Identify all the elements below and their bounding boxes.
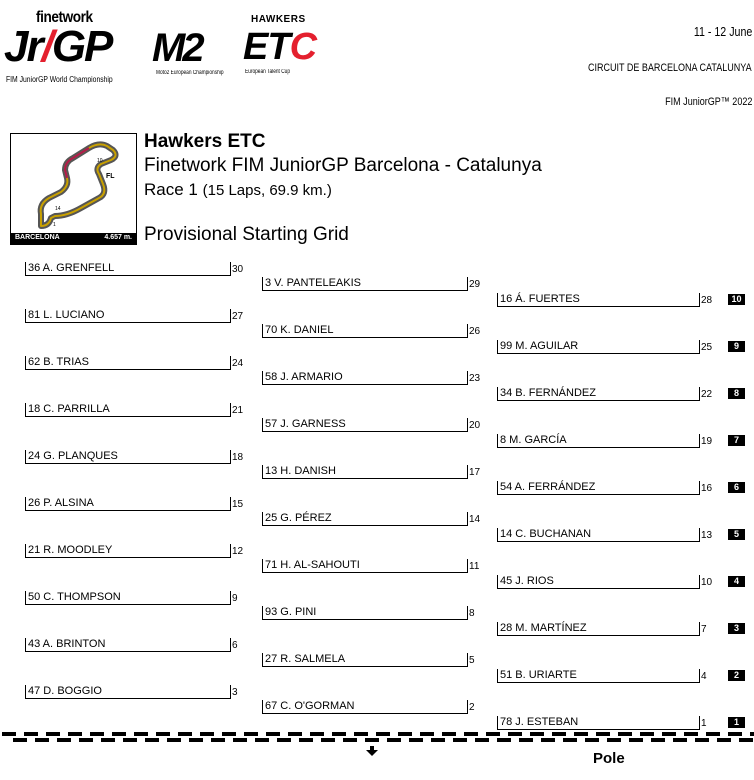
rider-name: 34 B. FERNÁNDEZ — [500, 387, 596, 399]
svg-text:14: 14 — [55, 206, 61, 212]
grid-entry — [262, 371, 507, 385]
grid-row-badge: 7 — [728, 435, 745, 446]
etc-logo-wordmark: ETC — [243, 26, 317, 68]
grid-entry — [262, 277, 507, 291]
grid-entry — [262, 324, 507, 338]
grid-row-badge: 6 — [728, 482, 745, 493]
grid-entry — [497, 716, 739, 730]
rider-name: 27 R. SALMELA — [265, 653, 346, 665]
grid-entry — [25, 450, 270, 464]
grid-slot-number: 5 — [469, 655, 475, 666]
grid-slot-number: 10 — [701, 577, 713, 588]
svg-text:FL: FL — [106, 173, 115, 180]
grid-slot-number: 23 — [469, 373, 481, 384]
rider-name: 26 P. ALSINA — [28, 497, 94, 509]
grid-entry — [25, 309, 270, 323]
juniorgp-logo-wordmark: Jr/GP — [4, 22, 112, 71]
race-title: Race 1 (15 Laps, 69.9 km.) — [144, 180, 332, 199]
juniorgp-logo-sponsor: finetwork — [36, 9, 93, 26]
rider-name: 13 H. DANISH — [265, 465, 336, 477]
grid-entry — [262, 559, 507, 573]
etc-logo-subtitle: European Talent Cup — [245, 69, 291, 75]
grid-row-badge: 2 — [728, 670, 745, 681]
grid-entry — [25, 497, 270, 511]
rider-name: 43 A. BRINTON — [28, 638, 106, 650]
grid-entry — [25, 356, 270, 370]
grid-entry — [497, 669, 739, 683]
rider-name: 28 M. MARTÍNEZ — [500, 622, 587, 634]
grid-row-badge: 10 — [728, 294, 745, 305]
grid-entry — [497, 387, 739, 401]
juniorgp-logo — [4, 8, 130, 88]
grid-slot-number: 25 — [701, 342, 713, 353]
championship-name: FIM JuniorGP™ 2022 — [664, 96, 752, 108]
circuit-name: CIRCUIT DE BARCELONA CATALUNYA — [588, 62, 752, 74]
rider-name: 99 M. AGUILAR — [500, 340, 579, 352]
rider-name: 24 G. PLANQUES — [28, 450, 118, 462]
grid-entry — [25, 591, 270, 605]
grid-entry — [25, 638, 270, 652]
grid-row-badge: 9 — [728, 341, 745, 352]
rider-name: 51 B. URIARTE — [500, 669, 577, 681]
pole-label: Pole — [593, 750, 625, 767]
rider-name: 50 C. THOMPSON — [28, 591, 121, 603]
etc-logo-sponsor: HAWKERS — [251, 14, 306, 25]
rider-name: 67 C. O'GORMAN — [265, 700, 355, 712]
rider-name: 47 D. BOGGIO — [28, 685, 102, 697]
rider-name: 18 C. PARRILLA — [28, 403, 110, 415]
rider-name: 71 H. AL-SAHOUTI — [265, 559, 360, 571]
grid-entry — [497, 434, 739, 448]
rider-name: 8 M. GARCÍA — [500, 434, 567, 446]
grid-entry — [497, 622, 739, 636]
grid-row-badge: 8 — [728, 388, 745, 399]
grid-slot-number: 16 — [701, 483, 713, 494]
rider-name: 58 J. ARMARIO — [265, 371, 343, 383]
grid-entry — [262, 606, 507, 620]
grid-slot-number: 26 — [469, 326, 481, 337]
grid-entry — [262, 653, 507, 667]
track-map — [10, 133, 137, 245]
grid-entry — [262, 512, 507, 526]
svg-text:1: 1 — [53, 222, 56, 228]
series-title: Hawkers ETC — [144, 131, 266, 152]
grid-entry — [25, 544, 270, 558]
track-layout-icon — [11, 134, 136, 234]
svg-text:10: 10 — [97, 158, 103, 164]
grid-slot-number: 29 — [469, 279, 481, 290]
grid-slot-number: 6 — [232, 640, 238, 651]
rider-name: 78 J. ESTEBAN — [500, 716, 579, 728]
grid-slot-number: 3 — [232, 687, 238, 698]
grid-slot-number: 9 — [232, 593, 238, 604]
grid-slot-number: 2 — [469, 702, 475, 713]
grid-slot-number: 28 — [701, 295, 713, 306]
grid-slot-number: 27 — [232, 311, 244, 322]
grid-entry — [497, 293, 742, 307]
grid-entry — [262, 465, 507, 479]
grid-slot-number: 4 — [701, 671, 707, 682]
rider-name: 14 C. BUCHANAN — [500, 528, 592, 540]
event-title: Finetwork FIM JuniorGP Barcelona - Catalunya — [144, 155, 542, 176]
track-length: 4.657 m. — [104, 234, 132, 241]
grid-row-badge: 4 — [728, 576, 745, 587]
rider-name: 36 A. GRENFELL — [28, 262, 115, 274]
grid-slot-number: 8 — [469, 608, 475, 619]
rider-name: 54 A. FERRÁNDEZ — [500, 481, 596, 493]
grid-slot-number: 11 — [469, 561, 480, 572]
rider-name: 62 B. TRIAS — [28, 356, 89, 368]
grid-title: Provisional Starting Grid — [144, 224, 349, 245]
rider-name: 3 V. PANTELEAKIS — [265, 277, 361, 289]
moto2-logo — [152, 28, 232, 82]
grid-slot-number: 24 — [232, 358, 244, 369]
grid-slot-number: 18 — [232, 452, 244, 463]
grid-slot-number: 14 — [469, 514, 481, 525]
grid-row-badge: 1 — [728, 717, 745, 728]
grid-slot-number: 12 — [232, 546, 244, 557]
rider-name: 93 G. PINI — [265, 606, 317, 618]
grid-slot-number: 13 — [701, 530, 713, 541]
track-info-bar — [11, 233, 136, 244]
grid-row-badge: 5 — [728, 529, 745, 540]
rider-name: 57 J. GARNESS — [265, 418, 346, 430]
grid-slot-number: 30 — [232, 264, 244, 275]
grid-entry — [262, 700, 507, 714]
grid-slot-number: 21 — [232, 405, 244, 416]
rider-name: 25 G. PÉREZ — [265, 512, 332, 524]
grid-slot-number: 20 — [469, 420, 481, 431]
start-line — [0, 732, 754, 744]
rider-name: 21 R. MOODLEY — [28, 544, 113, 556]
grid-entry — [25, 685, 270, 699]
etc-logo — [243, 14, 333, 84]
grid-entry — [497, 528, 739, 542]
grid-row-badge: 3 — [728, 623, 745, 634]
grid-slot-number: 7 — [701, 624, 707, 635]
moto2-logo-subtitle: Moto2 European Championship — [156, 70, 224, 76]
grid-slot-number: 22 — [701, 389, 713, 400]
down-arrow-icon — [366, 746, 378, 756]
track-name: BARCELONA — [15, 234, 60, 241]
grid-entry — [497, 575, 739, 589]
grid-entry — [497, 340, 739, 354]
grid-entry — [262, 418, 507, 432]
rider-name: 45 J. RIOS — [500, 575, 554, 587]
event-dates: 11 - 12 June — [693, 24, 752, 39]
grid-slot-number: 19 — [701, 436, 713, 447]
grid-slot-number: 15 — [232, 499, 244, 510]
grid-entry — [497, 481, 739, 495]
rider-name: 70 K. DANIEL — [265, 324, 334, 336]
moto2-logo-wordmark: M2 — [152, 26, 202, 70]
rider-name: 81 L. LUCIANO — [28, 309, 105, 321]
grid-entry — [25, 262, 270, 276]
juniorgp-logo-subtitle: FIM JuniorGP World Championship — [6, 75, 113, 84]
grid-entry — [25, 403, 270, 417]
grid-slot-number: 1 — [701, 718, 707, 729]
rider-name: 16 Á. FUERTES — [500, 293, 580, 305]
grid-slot-number: 17 — [469, 467, 481, 478]
